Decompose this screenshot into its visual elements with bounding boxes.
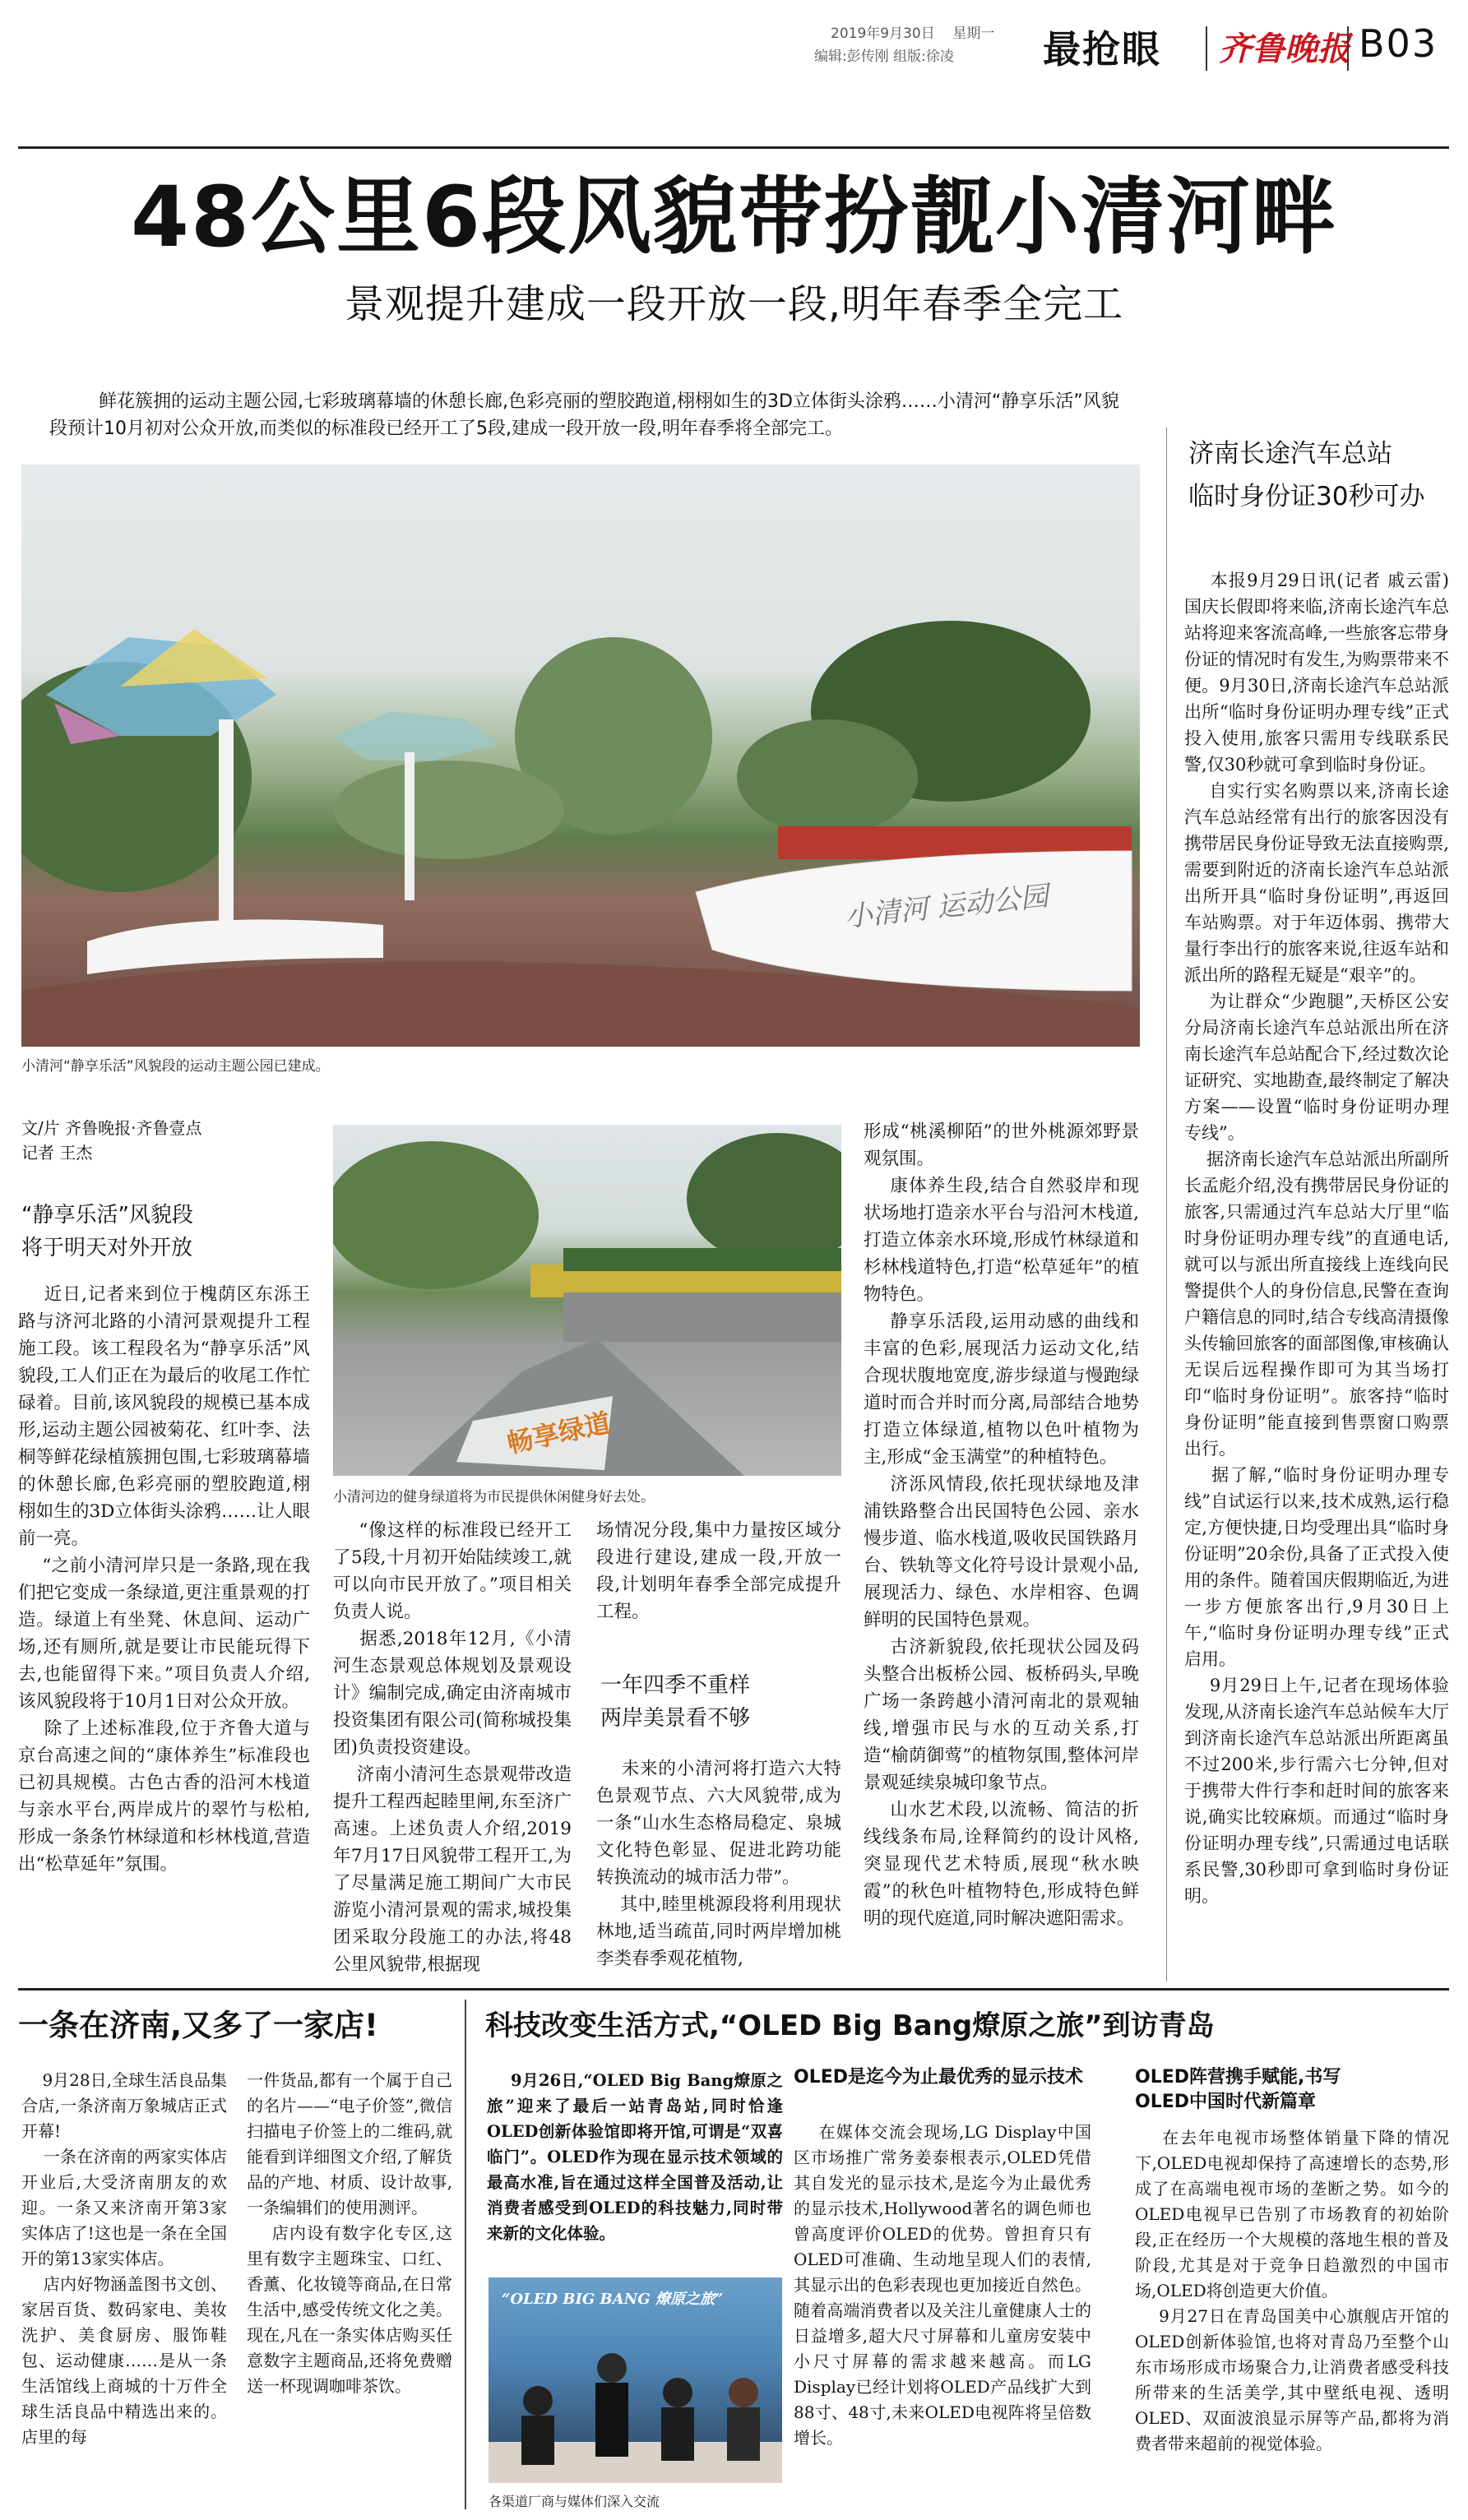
editors-line: 编辑:彭传刚 组版:徐凌 <box>814 49 954 65</box>
ad-left-column-2: 一件货品,都有一个属于自己的名片——“电子价签”,微信扫描电子价签上的二维码,就能看到详细图文介绍,了解货品的产地、材质、设计故事,一条编辑们的使用测评。 店内设有数字化专区,这里有数字主题珠宝、口红、香薰、化妆镜等商品,在日常生活中,感受传统文化之美。现在,凡在一条实体店购买任意数字主题商品,还将免费赠送一杯现调咖啡茶饮。 <box>247 2070 453 2396</box>
ad-right-headline: 科技改变生活方式,“OLED Big Bang燎原之旅”到访青岛 <box>485 2009 1215 2042</box>
page-number: B03 <box>1359 21 1438 66</box>
ad-left-column-1: 9月28日,全球生活良品集合店,一条济南万象城店正式开幕! 一条在济南的两家实体店开业后,大受济南朋友的欢迎。一条又来济南开第3家实体店了!这也是一条在全国开的第13家实体店。 店内好物涵盖图书文创、家居百货、数码家电、美妆洗护、美食厨房、服饰鞋包、运动健康……是从一条生活馆线上商城的十万件全球生活良品中精选出来的。店里的每 <box>21 2070 228 2447</box>
park-illustration <box>21 465 1140 1047</box>
park-sign-text: 小清河 运动公园 <box>842 880 1050 934</box>
photo-sports-park <box>21 465 1140 1047</box>
ad-left-headline: 一条在济南,又多了一家店! <box>18 2008 378 2043</box>
byline-2: 记者 王杰 <box>21 1143 93 1163</box>
subhead-1-line1: “静享乐活”风貌段 <box>21 1203 193 1228</box>
body-column-2: “像这样的标准段已经开工了5段,十月初开始陆续竣工,就可以向市民开放了。”项目相关负责人说。 据悉,2018年12月,《小清河生态景观总体规划及景观设计》编制完成,确定由济南城市投资集团有限公司(简称城投集团)负责投资建设。 济南小清河生态景观带改造提升工程西起睦里闸,东至济广高速。上述负责人介绍,2019年7月17日风貌带工程开工,为了尽量满足施工期间广大市民游览小清河景观的需求,城投集团采取分段施工的办法,将48公里风貌带,根据现 <box>333 1520 572 1975</box>
main-lead: 鲜花簇拥的运动主题公园,七彩玻璃幕墙的休憩长廊,色彩亮丽的塑胶跑道,栩栩如生的3D立体街头涂鸦……小清河“静享乐活”风貌段预计10月初对公众开放,而类似的标准段已经开工了5段,建成一段开放一段,明年春季将全部完工。 <box>49 391 1119 439</box>
event-banner-text: “OLED BIG BANG 燎原之旅” <box>502 2291 724 2308</box>
body-column-3-top: 场情况分段,集中力量按区域分段进行建设,建成一段,开放一段,计划明年春季全部完成提升工程。 <box>596 1520 841 1622</box>
side-story-body: 本报9月29日讯(记者 戚云雷) 国庆长假即将来临,济南长途汽车总站将迎来客流高峰,一些旅客忘带身份证的情况时有发生,为购票带来不便。9月30日,济南长途汽车总站派出所“临时身份证明办理专线”正式投入使用,旅客只需用专线联系民警,仅30秒就可拿到临时身份证。 自实行实名购票以来,济南长途汽车总站经常有出行的旅客因没有携带居民身份证导致无法直接购票,需要到附近的济南长途汽车总站派出所开具“临时身份证明”,再返回车站购票。对于年迈体弱、携带大量行李出行的旅客来说,往返车站和派出所的路程无疑是“艰辛”的。 为让群众“少跑腿”,天桥区公安分局济南长途汽车总站派出所在济南长途汽车总站配合下,经过数次论证研究、实地勘查,最终制定了解决方案——设置“临时身份证明办理专线”。 据济南长途汽车总站派出所副所长孟彪介绍,没有携带居民身份证的旅客,只需通过汽车总站大厅里“临时身份证明办理专线”的直通电话,就可以与派出所直接线上连线向民警提供个人的身份信息,民警在查询户籍信息的同时,结合专线高清摄像头传输回旅客的面部图像,审核确认无误后远程操作即可为其当场打印“临时身份证明”。旅客持“临时身份证明”能直接到售票窗口购票出行。 据了解,“临时身份证明办理专线”自试运行以来,技术成熟,运行稳定,方便快捷,日均受理出具“临时身份证明”20余份,具备了正式投入使用的条件。随着国庆假期临近,为进一步方便旅客出行,9月30日上午,“临时身份证明办理专线”正式启用。 9月29日上午,记者在现场体验发现,从济南长途汽车总站候车大厅到济南长途汽车总站派出所距离虽不过200米,步行需六七分钟,但对于携带大件行李和赶时间的旅客来说,确实比较麻烦。而通过“临时身份证明办理专线”,只需通过电话联系民警,30秒即可拿到临时身份证明。 <box>1184 571 1450 1906</box>
ad-right-lead: 9月26日,“OLED Big Bang燎原之旅”迎来了最后一站青岛站,同时恰逢OLED创新体验馆即将开馆,可谓是“双喜临门”。OLED作为现在显示技术领域的最高水准,旨在通过这样全国普及活动,让消费者感受到OLED的科技魅力,同时带来新的文化体验。 <box>487 2071 783 2243</box>
body-column-3: 未来的小清河将打造六大特色景观节点、六大风貌带,成为一条“山水生态格局稳定、泉城文化特色彰显、促进北跨功能转换流动的城市活力带”。 其中,睦里桃源段将利用现状林地,适当疏苗,同时两岸增加桃李类春季观花植物, <box>596 1759 841 1969</box>
photo1-caption: 小清河“静享乐活”风貌段的运动主题公园已建成。 <box>21 1058 330 1075</box>
subhead-1-line2: 将于明天对外开放 <box>21 1236 193 1260</box>
main-subheadline: 景观提升建成一段开放一段,明年春季全完工 <box>344 281 1124 327</box>
issue-date: 2019年9月30日 <box>831 25 935 42</box>
section-title: 最抢眼 <box>1043 27 1161 72</box>
side-headline-2: 临时身份证30秒可办 <box>1188 482 1425 511</box>
main-headline: 48公里6段风貌带扮靓小清河畔 <box>131 169 1337 266</box>
ad-right-column-2: 在媒体交流会现场,LG Display中国区市场推广常务姜泰根表示,OLED凭借其自发光的显示技术,是迄今为止最优秀的显示技术,Hollywood著名的调色师也曾高度评价OLED的优势。曾担育只有OLED可准确、生动地呈现人们的表情,其显示出的色彩表现也更加接近自然色。随着高端消费者以及关注儿童健康人士的日益增多,超大尺寸屏幕和儿童房安装中小尺寸屏幕的需求越来越高。而LG Display已经计划将OLED产品线扩大到88寸、48寸,未来OLED电视阵将呈倍数增长。 <box>794 2122 1097 2448</box>
photo-oled-event <box>489 2277 782 2483</box>
byline-1: 文/片 齐鲁晚报·齐鲁壹点 <box>21 1118 202 1138</box>
subhead-2-line1: 一年四季不重样 <box>600 1673 751 1698</box>
paper-logo: 齐鲁晚报 <box>1219 30 1350 68</box>
ad-right-subhead-2-line2: OLED中国时代新篇章 <box>1135 2092 1317 2112</box>
side-headline-1: 济南长途汽车总站 <box>1188 439 1392 469</box>
issue-weekday: 星期一 <box>952 25 995 42</box>
photo-fitness-greenway <box>333 1125 841 1476</box>
oled-photo-caption: 各渠道厂商与媒体们深入交流 <box>489 2494 660 2509</box>
ad-right-subhead-1: OLED是迄今为止最优秀的显示技术 <box>794 2067 1084 2088</box>
ad-right-subhead-2-line1: OLED阵营携手赋能,书写 <box>1135 2067 1341 2088</box>
photo2-caption: 小清河边的健身绿道将为市民提供休闲健身好去处。 <box>333 1489 655 1505</box>
greenway-graffiti: 畅享绿道 <box>503 1407 614 1459</box>
body-column-1: 近日,记者来到位于槐荫区东泺王路与济河北路的小清河景观提升工程施工段。该工程段名为“静享乐活”风貌段,工人们正在为最后的收尾工作忙碌着。目前,该风貌段的规模已基本成形,运动主题公园被菊花、红叶李、法桐等鲜花绿植簇拥包围,七彩玻璃幕墙的休憩长廊,色彩亮丽的塑胶跑道,栩栩如生的3D立体街头涂鸦……让人眼前一亮。 “之前小清河岸只是一条路,现在我们把它变成一条绿道,更注重景观的打造。绿道上有坐凳、休息间、运动广场,还有厕所,就是要让市民能玩得下去,也能留得下来。”项目负责人介绍,该风貌段将于10月1日对公众开放。 除了上述标准段,位于齐鲁大道与京台高速之间的“康体养生”标准段也已初具规模。古色古香的沿河木栈道与亲水平台,两岸成片的翠竹与松柏,形成一条条竹林绿道和杉林栈道,营造出“松草延年”氛围。 <box>18 1284 310 1875</box>
subhead-2-line2: 两岸美景看不够 <box>600 1706 751 1731</box>
ad-right-column-3: 在去年电视市场整体销量下降的情况下,OLED电视却保持了高速增长的态势,形成了在高端电视市场的垄断之势。如今的OLED电视早已告别了市场教育的初始阶段,正在经历一个大规模的落地生根的普及阶段,尤其是对于竞争日趋激烈的中国市场,OLED将创造更大价值。 9月27日在青岛国美中心旗舰店开馆的OLED创新体验馆,也将对青岛乃至整个山东市场形成市场聚合力,让消费者感受科技所带来的生活美学,其中壁纸电视、透明OLED、双面波浪显示屏等产品,都将为消费者带来超前的视觉体验。 <box>1135 2128 1450 2453</box>
body-column-4: 形成“桃溪柳陌”的世外桃源郊野景观氛围。 康体养生段,结合自然驳岸和现状场地打造亲水平台与沿河木栈道,打造立体亲水环境,形成竹林绿道和杉林栈道特色,打造“松草延年”的植物特色。 静享乐活段,运用动感的曲线和丰富的色彩,展现活力运动文化,结合现状腹地宽度,游步绿道与慢跑绿道时而合并时而分离,局部结合地势打造立体绿道,植物以色叶植物为主,形成“金玉满堂”的种植特色。 济泺风情段,依托现状绿地及津浦铁路整合出民国特色公园、亲水慢步道、临水栈道,吸收民国铁路月台、铁轨等文化符号设计景观小品,展现活力、绿色、水岸相容、色调鲜明的民国特色景观。 古济新貌段,依托现状公园及码头整合出板桥公园、板桥码头,早晚广场一条跨越小清河南北的景观轴线,增强市民与水的互动关系,打造“榆荫御莺”的植物氛围,整体河岸景观延续泉城印象节点。 山水艺术段,以流畅、简洁的折线线条布局,诠释简约的设计风格,突显现代艺术特质,展现“秋水映霞”的秋色叶植物特色,形成特色鲜明的现代庭道,同时解决遮阳需求。 <box>864 1121 1139 1929</box>
